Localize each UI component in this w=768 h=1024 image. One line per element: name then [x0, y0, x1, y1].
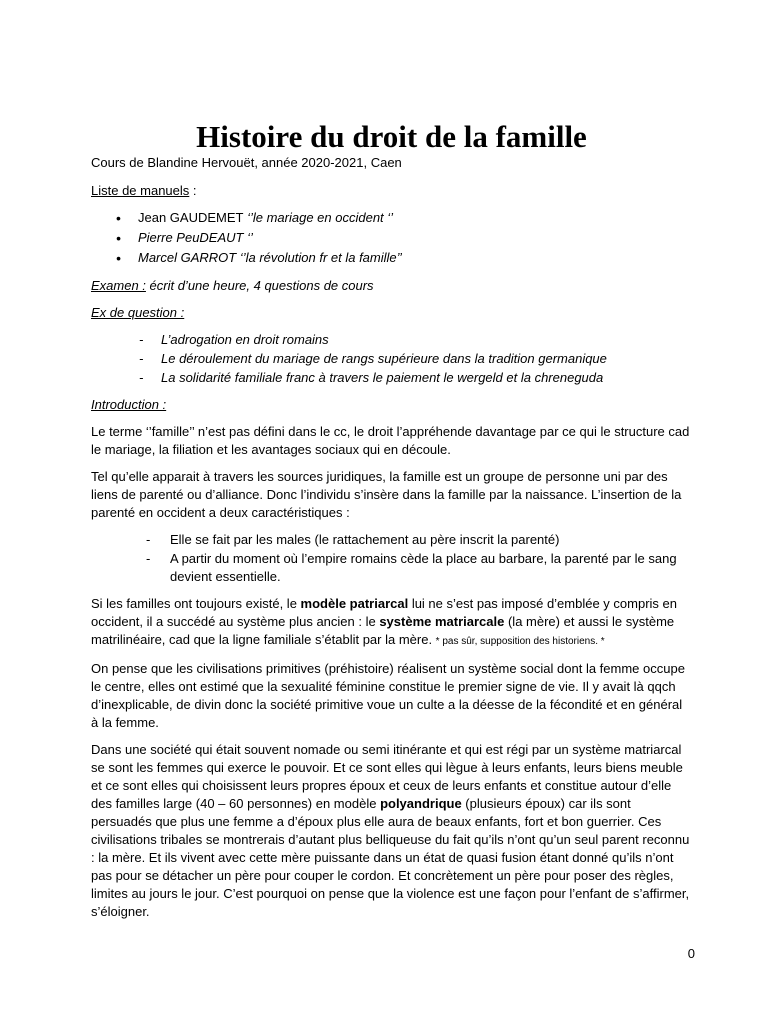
manuels-heading	[91, 182, 692, 200]
manuels-heading-colon: :	[189, 183, 197, 198]
introduction-heading: Introduction :	[91, 397, 167, 412]
p3-bold-1: modèle patriarcal	[300, 596, 409, 611]
p5-bold-1: polyandrique	[380, 796, 462, 811]
examen-heading: Examen :	[91, 278, 146, 293]
question-item: - La solidarité familiale franc à travers le paiement le wergeld et la chreneguda	[139, 369, 692, 387]
question-list	[91, 331, 692, 387]
question-item: - L’adrogation en droit romains	[139, 331, 692, 349]
manuel-item: • Pierre PeuDEAUT ‘’	[116, 229, 692, 247]
p5-text-2: (plusieurs époux) car ils sont persuadés que plus une femme a d’époux plus elle aura de beaux enfants, fort et bon guerrier. Ces civilisations tribales se montrerais d’autant plus belliqueuse du fait qu’ils n’ont qu’un seul parent reconnu : la mère. Et ils vivent avec cette mère puissante dans un état de quasi fusion étant donné qu’ils n’ont pas pour se détacher un père pour couper le cordon. Et concrètement un père pour poser des règles, limites au jours le jour. C’est pourquoi on pense que la violence est une façon pour l’enfant de s’affirmer, s’éloigner.	[91, 796, 690, 919]
manuel-author: Jean GAUDEMET	[138, 210, 244, 225]
manuels-list	[91, 209, 692, 267]
parente-item: - Elle se fait par les males (le rattachement au père inscrit la parenté)	[146, 531, 692, 549]
manuels-heading-text: Liste de manuels	[91, 183, 190, 198]
course-subtitle: Cours de Blandine Hervouët, année 2020-2021, Caen	[91, 155, 402, 170]
p3-text-3: (la mère) et aussi le système matrilinéaire, cad que la ligne familiale s’établit par la mère.	[91, 614, 675, 647]
manuel-item	[116, 209, 692, 227]
question-item: - Le déroulement du mariage de rangs supérieure dans la tradition germanique	[139, 350, 692, 368]
parente-item: - A partir du moment où l’empire romains cède la place au barbare, la parenté par le sang devient essentielle.	[146, 550, 692, 586]
intro-paragraph-1: Le terme ‘’famille’’ n’est pas défini dans le cc, le droit l’appréhende davantage par ce qui le structure cad le mariage, la filiation et les avantages sociaux qui en découle.	[91, 424, 690, 457]
intro-paragraph-5	[91, 741, 692, 921]
manuel-item: • Marcel GARROT ‘’la révolution fr et la famille’’	[116, 249, 692, 267]
examen-line	[91, 277, 692, 295]
page-number: 0	[687, 946, 695, 961]
p3-text-2: lui ne s’est pas imposé d’emblée y compris en occident, il a succédé au système plus ancien : le	[91, 596, 677, 629]
p5-text-1: Dans une société qui était souvent nomade ou semi itinérante et qui est régi par un système matriarcal se sont les femmes qui exerce le pouvoir. Et ce sont elles qui lègue à leurs enfants, leurs biens meuble et ce sont elles qui choisissent leurs propres époux et ceux de leurs enfants et constitue autour d’elle des familles large (40 – 60 personnes) en modèle	[91, 742, 683, 811]
document-title: Histoire du droit de la famille	[196, 119, 587, 154]
intro-paragraph-4: On pense que les civilisations primitives (préhistoire) réalisent un système social dont la femme occupe le centre, elles ont estimé que la sexualité féminine constitue le premier signe de vie. Il y avait là qqch d’inexplicable, de divin donc la société primitive voue un culte a la déesse de la fécondité et en général à la femme.	[91, 661, 685, 730]
question-heading: Ex de question :	[91, 305, 185, 320]
examen-text: écrit d’une heure, 4 questions de cours	[145, 278, 374, 293]
p3-bold-2: système matriarcale	[379, 614, 505, 629]
parente-list	[91, 531, 692, 586]
intro-paragraph-3	[91, 595, 692, 651]
p3-note: * pas sûr, supposition des historiens. *	[435, 636, 605, 647]
p3-text-1: Si les familles ont toujours existé, le	[91, 596, 301, 611]
intro-paragraph-2: Tel qu’elle apparait à travers les sources juridiques, la famille est un groupe de personne uni par des liens de parenté ou d’alliance. Donc l’individu s’insère dans la famille par la naissance. L’insertion de la parenté en occident a deux caractéristiques :	[91, 469, 682, 520]
manuel-work: ‘’le mariage en occident ‘’	[243, 210, 394, 225]
